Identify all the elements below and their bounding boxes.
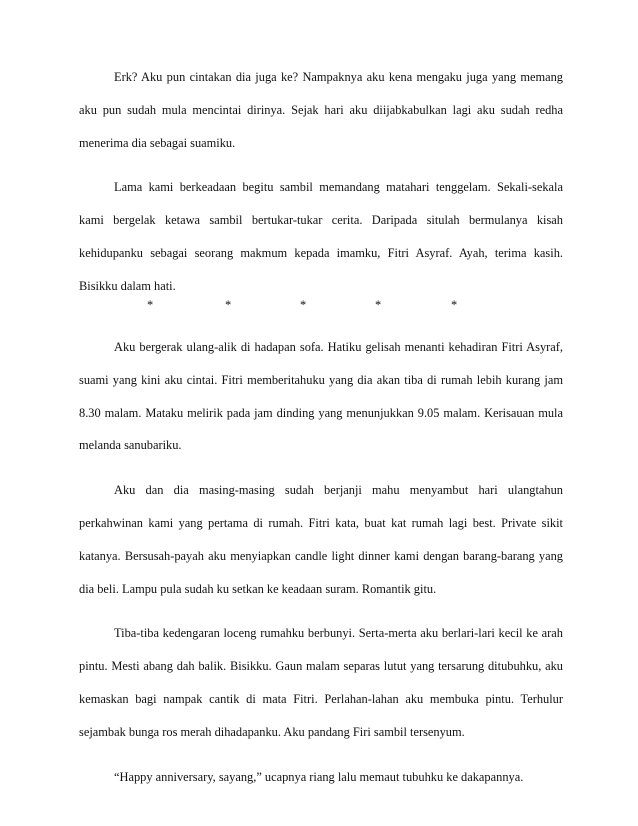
paragraph: Lama kami berkeadaan begitu sambil memandang matahari tenggelam. Sekali-sekala kami bergelak ketawa sambil bertukar-tukar cerita. Daripada situlah bermulanya kisah kehidupanku sebagai seorang makmum kepada imamku, Fitri Asyraf. Ayah, terima kasih. Bisikku dalam hati. <box>79 180 563 293</box>
divider-star: * <box>225 298 232 312</box>
scene-divider <box>79 290 563 322</box>
divider-star: * <box>375 298 382 312</box>
divider-star: * <box>147 298 154 312</box>
paragraph: Erk? Aku pun cintakan dia juga ke? Nampaknya aku kena mengaku juga yang memang aku pun sudah mula mencintai dirinya. Sejak hari aku diijabkabulkan lagi aku sudah redha menerima dia sebagai suamiku. <box>79 70 563 150</box>
text-section-top <box>79 61 563 303</box>
divider-star: * <box>451 298 458 312</box>
paragraph: Aku dan dia masing-masing sudah berjanji mahu menyambut hari ulangtahun perkahwinan kami yang pertama di rumah. Fitri kata, buat kat rumah lagi best. Private sikit katanya. Bersusah-payah aku menyiapkan candle light dinner kami dengan barang-barang yang dia beli. Lampu pula sudah ku setkan ke keadaan suram. Romantik gitu. <box>79 483 563 596</box>
paragraph: Tiba-tiba kedengaran loceng rumahku berbunyi. Serta-merta aku berlari-lari kecil ke arah pintu. Mesti abang dah balik. Bisikku. Gaun malam separas lutut yang tersarung ditubuhku, aku kemaskan bagi nampak cantik di mata Fitri. Perlahan-lahan aku membuka pintu. Terhulur sejambak bunga ros merah dihadapanku. Aku pandang Firi sambil tersenyum. <box>79 626 563 739</box>
text-section-bottom <box>79 331 563 793</box>
divider-star: * <box>300 298 307 312</box>
paragraph: Aku bergerak ulang-alik di hadapan sofa. Hatiku gelisah menanti kehadiran Fitri Asyraf, suami yang kini aku cintai. Fitri memberitahuku yang dia akan tiba di rumah lebih kurang jam 8.30 malam. Mataku melirik pada jam dinding yang menunjukkan 9.05 malam. Kerisauan mula melanda sanubariku. <box>79 340 563 453</box>
paragraph: “Happy anniversary, sayang,” ucapnya riang lalu memaut tubuhku ke dakapannya. <box>114 769 524 784</box>
